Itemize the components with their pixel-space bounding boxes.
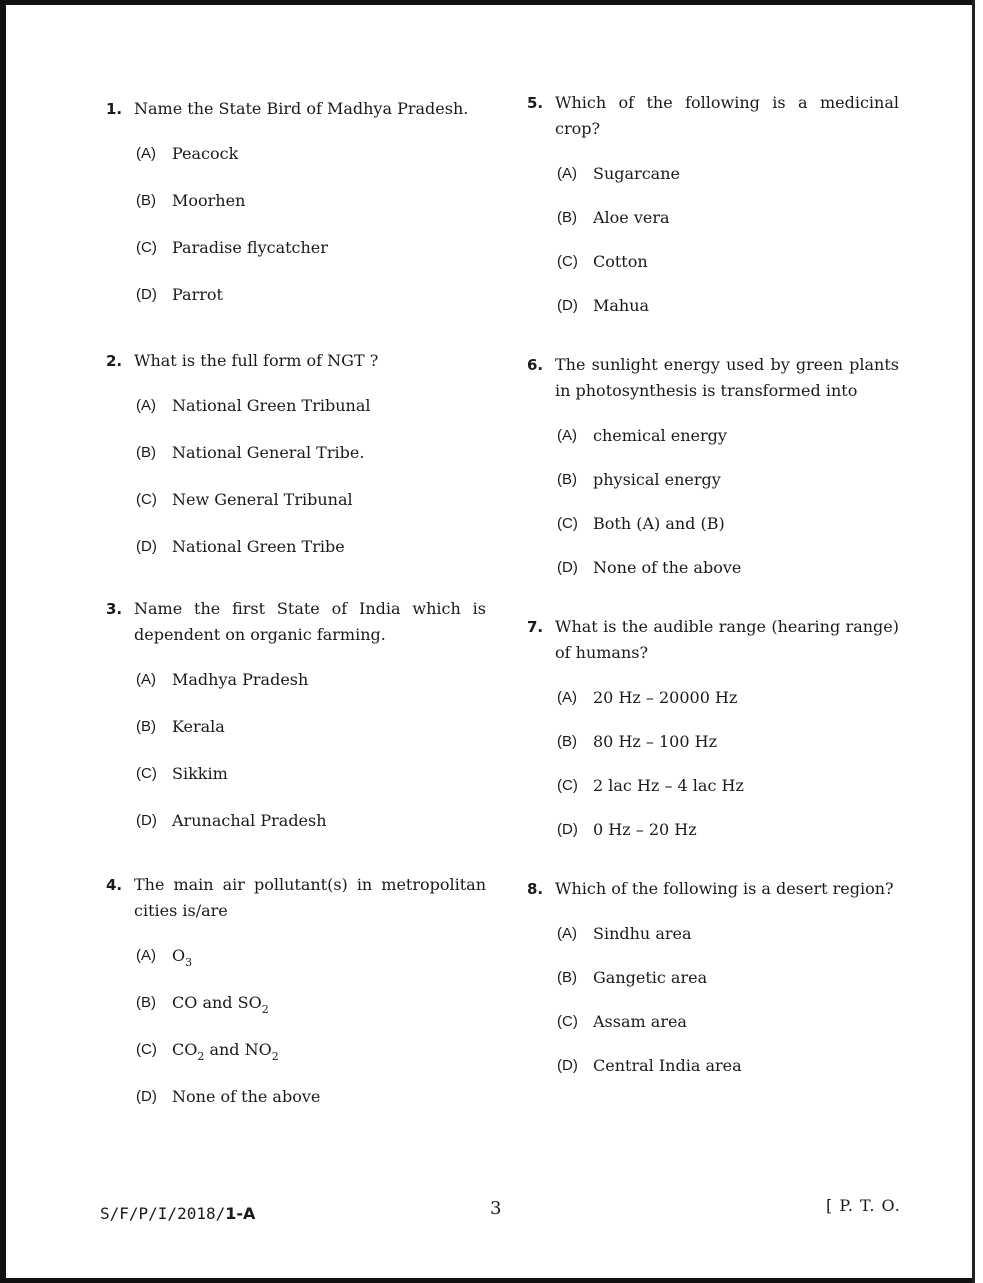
question bbox=[527, 352, 899, 600]
option bbox=[136, 1038, 486, 1085]
option bbox=[557, 162, 899, 206]
option bbox=[557, 686, 899, 730]
option-text bbox=[172, 715, 486, 762]
option-text-part: New General Tribunal bbox=[172, 490, 353, 509]
option-label: (C) bbox=[557, 515, 578, 532]
option-label: (C) bbox=[557, 777, 578, 794]
option bbox=[557, 424, 899, 468]
question-number: 6. bbox=[527, 356, 544, 374]
option-text bbox=[172, 394, 486, 441]
option-text-part: physical energy bbox=[593, 470, 721, 489]
option-label: (D) bbox=[136, 538, 157, 555]
option-text-part: 0 Hz – 20 Hz bbox=[593, 820, 697, 839]
option bbox=[136, 991, 486, 1038]
scan-edge-top bbox=[0, 0, 983, 5]
option-text bbox=[593, 774, 899, 818]
option-label: (D) bbox=[136, 286, 157, 303]
option-label: (D) bbox=[136, 812, 157, 829]
option-text-part: 2 lac Hz – 4 lac Hz bbox=[593, 776, 744, 795]
question bbox=[106, 348, 486, 582]
option bbox=[557, 774, 899, 818]
option-label: (B) bbox=[136, 444, 156, 461]
option-text-part: Assam area bbox=[593, 1012, 687, 1031]
option-text bbox=[172, 488, 486, 535]
option-text-part: O bbox=[172, 946, 186, 965]
option bbox=[557, 922, 899, 966]
option bbox=[136, 441, 486, 488]
option-label: (B) bbox=[136, 718, 156, 735]
option bbox=[136, 535, 486, 582]
option-label: (B) bbox=[136, 994, 156, 1011]
option-text bbox=[172, 189, 486, 236]
subscript: 2 bbox=[261, 1003, 269, 1016]
option-text-part: National General Tribe. bbox=[172, 443, 365, 462]
option-text-part: Cotton bbox=[593, 252, 648, 271]
option bbox=[557, 294, 899, 338]
option-text bbox=[593, 556, 899, 600]
option-text bbox=[593, 206, 899, 250]
option-text bbox=[593, 966, 899, 1010]
subscript: 2 bbox=[271, 1050, 279, 1063]
option-label: (A) bbox=[557, 427, 577, 444]
option-label: (C) bbox=[136, 765, 157, 782]
question-number: 3. bbox=[106, 600, 123, 618]
option-label: (D) bbox=[557, 297, 578, 314]
option-text-part: chemical energy bbox=[593, 426, 727, 445]
option bbox=[557, 250, 899, 294]
option bbox=[557, 206, 899, 250]
option-text-part: 80 Hz – 100 Hz bbox=[593, 732, 718, 751]
option-label: (D) bbox=[557, 821, 578, 838]
option-text-part: Peacock bbox=[172, 144, 239, 163]
question bbox=[106, 596, 486, 856]
option bbox=[136, 715, 486, 762]
question-number: 5. bbox=[527, 94, 544, 112]
option-text-part: Arunachal Pradesh bbox=[172, 811, 327, 830]
option-text bbox=[172, 535, 486, 582]
option-text bbox=[593, 1054, 899, 1098]
option-label: (D) bbox=[557, 1057, 578, 1074]
option-text bbox=[593, 468, 899, 512]
option-label: (A) bbox=[136, 671, 156, 688]
option-text bbox=[172, 668, 486, 715]
option-label: (C) bbox=[557, 1013, 578, 1030]
option-text bbox=[593, 424, 899, 468]
question-text: The sunlight energy used by green plants in photosynthesis is transformed into bbox=[555, 355, 899, 400]
right-column bbox=[527, 90, 899, 1098]
option-text bbox=[172, 236, 486, 283]
option-label: (A) bbox=[136, 397, 156, 414]
subscript: 2 bbox=[197, 1050, 205, 1063]
option-label: (C) bbox=[136, 1041, 157, 1058]
left-column bbox=[106, 96, 486, 1132]
option-label: (A) bbox=[136, 145, 156, 162]
option-text-part: Sikkim bbox=[172, 764, 228, 783]
option-text bbox=[593, 686, 899, 730]
option-text-part: CO and SO bbox=[172, 993, 262, 1012]
option-text bbox=[593, 162, 899, 206]
question-number: 4. bbox=[106, 876, 123, 894]
option bbox=[557, 1054, 899, 1098]
option-text-part: CO bbox=[172, 1040, 198, 1059]
question-text: Name the State Bird of Madhya Pradesh. bbox=[134, 99, 469, 118]
question-text: Which of the following is a desert region? bbox=[555, 879, 894, 898]
option bbox=[557, 556, 899, 600]
question-text: Name the first State of India which is dependent on organic farming. bbox=[134, 599, 486, 644]
question bbox=[106, 872, 486, 1132]
option-text-part: Mahua bbox=[593, 296, 650, 315]
option-text bbox=[593, 818, 899, 862]
option bbox=[557, 468, 899, 512]
option bbox=[136, 142, 486, 189]
option-text bbox=[172, 991, 486, 1038]
option bbox=[136, 668, 486, 715]
option bbox=[557, 512, 899, 556]
option-text bbox=[593, 512, 899, 556]
option-label: (B) bbox=[557, 733, 577, 750]
option-text bbox=[172, 441, 486, 488]
option bbox=[557, 966, 899, 1010]
option-label: (A) bbox=[557, 925, 577, 942]
option-label: (A) bbox=[557, 165, 577, 182]
page-number: 3 bbox=[490, 1198, 502, 1219]
option-text bbox=[172, 944, 486, 991]
option-text-part: 20 Hz – 20000 Hz bbox=[593, 688, 738, 707]
option-label: (A) bbox=[557, 689, 577, 706]
question-number: 2. bbox=[106, 352, 123, 370]
option-text-part: National Green Tribe bbox=[172, 537, 345, 556]
option bbox=[136, 394, 486, 441]
question-number: 7. bbox=[527, 618, 544, 636]
option-text-part: Paradise flycatcher bbox=[172, 238, 328, 257]
option-label: (A) bbox=[136, 947, 156, 964]
option-text-part: Central India area bbox=[593, 1056, 742, 1075]
option-text bbox=[172, 809, 486, 856]
question-text: The main air pollutant(s) in metropolitan cities is/are bbox=[134, 875, 486, 920]
question-number: 8. bbox=[527, 880, 544, 898]
option-text-part: None of the above bbox=[172, 1087, 321, 1106]
option-text-part: Both (A) and (B) bbox=[593, 514, 725, 533]
option-text-part: Parrot bbox=[172, 285, 223, 304]
option bbox=[557, 818, 899, 862]
question-text: What is the audible range (hearing range) of humans? bbox=[555, 617, 899, 662]
question-number: 1. bbox=[106, 100, 123, 118]
question bbox=[527, 876, 899, 1098]
option-label: (D) bbox=[136, 1088, 157, 1105]
paper-code: S/F/P/I/2018/1-A bbox=[100, 1204, 256, 1223]
option-text bbox=[172, 142, 486, 189]
question-text: What is the full form of NGT ? bbox=[134, 351, 379, 370]
option-text bbox=[593, 294, 899, 338]
option bbox=[136, 236, 486, 283]
option-text bbox=[593, 922, 899, 966]
option-label: (C) bbox=[136, 239, 157, 256]
option-text-part: Sindhu area bbox=[593, 924, 692, 943]
question bbox=[527, 614, 899, 862]
option-text bbox=[593, 1010, 899, 1054]
subscript: 3 bbox=[185, 956, 193, 969]
option-text-part: Aloe vera bbox=[593, 208, 670, 227]
question bbox=[527, 90, 899, 338]
option-text bbox=[172, 1085, 486, 1132]
option-text-part: Madhya Pradesh bbox=[172, 670, 309, 689]
scan-edge-bottom bbox=[0, 1278, 983, 1283]
option-text bbox=[593, 250, 899, 294]
option bbox=[136, 189, 486, 236]
option-text bbox=[172, 762, 486, 809]
option-text-part: National Green Tribunal bbox=[172, 396, 371, 415]
option bbox=[136, 762, 486, 809]
option-text bbox=[593, 730, 899, 774]
option-label: (C) bbox=[136, 491, 157, 508]
option-label: (C) bbox=[557, 253, 578, 270]
option bbox=[136, 488, 486, 535]
option bbox=[136, 283, 486, 330]
pto-note: [ P. T. O. bbox=[826, 1196, 901, 1215]
option bbox=[136, 809, 486, 856]
option-text-part: None of the above bbox=[593, 558, 742, 577]
option-text bbox=[172, 1038, 486, 1085]
option bbox=[136, 944, 486, 991]
option-text-part: and NO bbox=[204, 1040, 272, 1059]
option-label: (B) bbox=[136, 192, 156, 209]
option-label: (B) bbox=[557, 969, 577, 986]
option-label: (B) bbox=[557, 471, 577, 488]
option-label: (D) bbox=[557, 559, 578, 576]
option-label: (B) bbox=[557, 209, 577, 226]
option-text-part: Sugarcane bbox=[593, 164, 680, 183]
option-text-part: Moorhen bbox=[172, 191, 246, 210]
option-text-part: Kerala bbox=[172, 717, 225, 736]
option bbox=[557, 730, 899, 774]
scan-edge-right bbox=[972, 0, 983, 1283]
scan-edge-left bbox=[0, 0, 6, 1283]
option bbox=[557, 1010, 899, 1054]
option-text-part: Gangetic area bbox=[593, 968, 708, 987]
option bbox=[136, 1085, 486, 1132]
question-text: Which of the following is a medicinal crop? bbox=[555, 93, 899, 138]
option-text bbox=[172, 283, 486, 330]
question bbox=[106, 96, 486, 330]
